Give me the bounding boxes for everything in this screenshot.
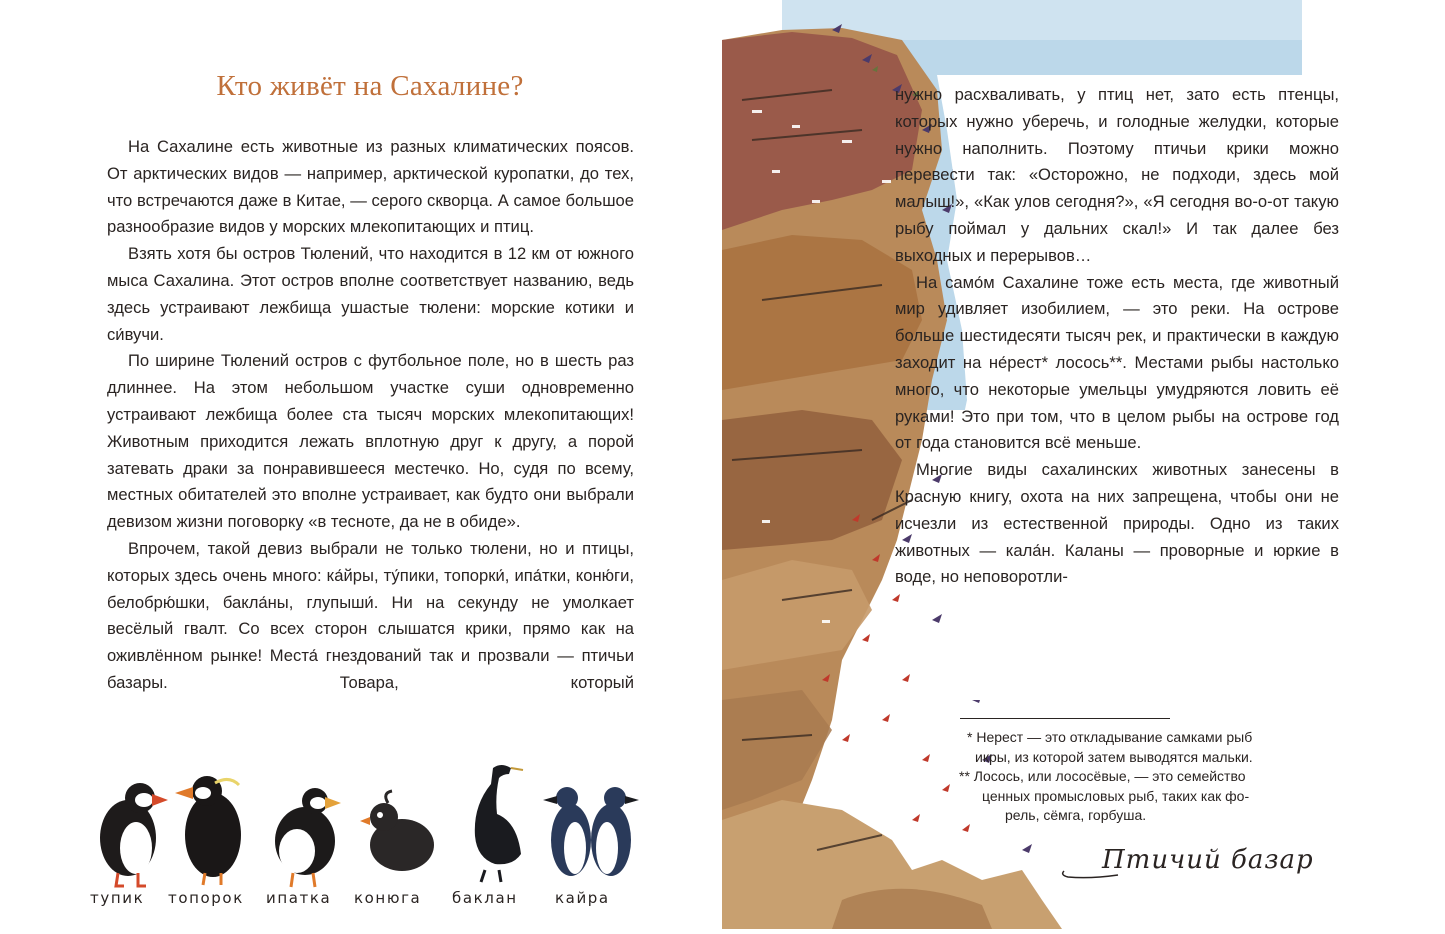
- footnote-2-line-1: ** Лосось, или лососёвые, — это семейство: [959, 768, 1246, 784]
- footnote-1-line-2: икры, из которой затем выводятся мальки.: [975, 748, 1253, 765]
- footnote-2-line-3: рель, сёмга, горбуша.: [1005, 807, 1147, 823]
- guillemot-illustration: [543, 787, 639, 876]
- right-paragraph-1: нужно расхваливать, у птиц нет, зато есть птенцы, которых нужно уберечь, и голодные желудки, которые нужно наполнить. Поэтому птичьи крики можно перевести так: «Осторожно, не подходи, здесь мой малыш!», «Как улов сегодня?», «Я сегодня во-о-от такую рыбу поймал у дальних скал!» И так далее без выходных и перерывов…: [895, 85, 1339, 265]
- left-paragraph-4: Впрочем, такой девиз выбрали не только тюлени, но и птицы, которых здесь очень много: ка́йры, ту́пики, топорки́, ипа́тки, коню́ги, белобрю́шки, бакла́ны, глупыши́. Ни на секунду не умолкает весёлый гвалт. Со всех сторон слышатся крики, прямо как на оживлённом рынке! Места́ гнездований так и прозвали — птичьи базары. Товара, который: [107, 538, 634, 692]
- left-paragraph-2: Взять хотя бы остров Тюлений, что находится в 12 км от южного мыса Сахалина. Этот остров вполне соответствует названию, ведь здесь устраивают лежбища ушастые тюлени: морские котики и си́вучи.: [107, 244, 634, 344]
- page-title: Кто живёт на Сахалине?: [216, 70, 524, 102]
- puffin-illustration: [100, 783, 168, 886]
- footnote-1-line-1: * Нерест — это откладывание самками рыб: [967, 729, 1253, 745]
- left-paragraph-1: На Сахалине есть животные из разных климатических поясов. От арктических видов — например, арктической куропатки, до тех, что встречаются даже в Китае, — серого скворца. А самое большое разнообразие видов у морских млекопитающих и птиц.: [107, 137, 634, 237]
- bird-label-tufted-puffin: топорок: [168, 889, 244, 907]
- bird-label-crested-auklet: конюга: [354, 889, 422, 907]
- right-paragraph-3: Многие виды сахалинских животных занесены в Красную книгу, охота на них запрещена, чтобы они не исчезли из естественной природы. Одно из таких животных — кала́н. Каланы — проворные и юркие в воде, но неповоротли-: [895, 460, 1339, 587]
- horned-puffin-illustration: [275, 788, 341, 887]
- tufted-puffin-illustration: [175, 776, 241, 885]
- right-text-column: [895, 82, 1339, 591]
- bird-label-horned-puffin: ипатка: [266, 889, 332, 907]
- illustration-caption: Птичий базар: [1102, 845, 1314, 875]
- footnote-2-line-2: ценных промысловых рыб, таких как фо-: [982, 787, 1250, 804]
- bird-label-guillemot: кайра: [555, 889, 610, 907]
- bird-label-cormorant: баклан: [452, 889, 518, 907]
- footnotes: [955, 728, 1325, 826]
- bird-label-puffin: тупик: [90, 889, 145, 907]
- footnote-divider: [960, 718, 1170, 719]
- cormorant-illustration: [475, 765, 523, 882]
- right-paragraph-2: На само́м Сахалине тоже есть места, где животный мир удивляет изобилием, — это реки. На острове больше шестидесяти тысяч рек, и практически в каждую заходит на не́рест* лосось**. Местами рыбы настолько много, что некоторые умельцы умудряются ловить её руками! Это при том, что в целом рыбы на острове год от года становится всё меньше.: [895, 272, 1339, 453]
- left-paragraph-3: По ширине Тюлений остров с футбольное поле, но в шесть раз длиннее. На этом небольшом участке суши одновременно устраивают лежбища более ста тысяч морских млекопитающих! Животным приходится лежать вплотную друг к другу, а порой затевать драки за понравившееся местечко. Но, судя по всему, местных обитателей это вполне устраивает, как будто они выбрали девизом жизни поговорку «в тесноте, да не в обиде».: [107, 351, 634, 532]
- crested-auklet-illustration: [360, 791, 434, 871]
- left-text-column: [107, 134, 634, 697]
